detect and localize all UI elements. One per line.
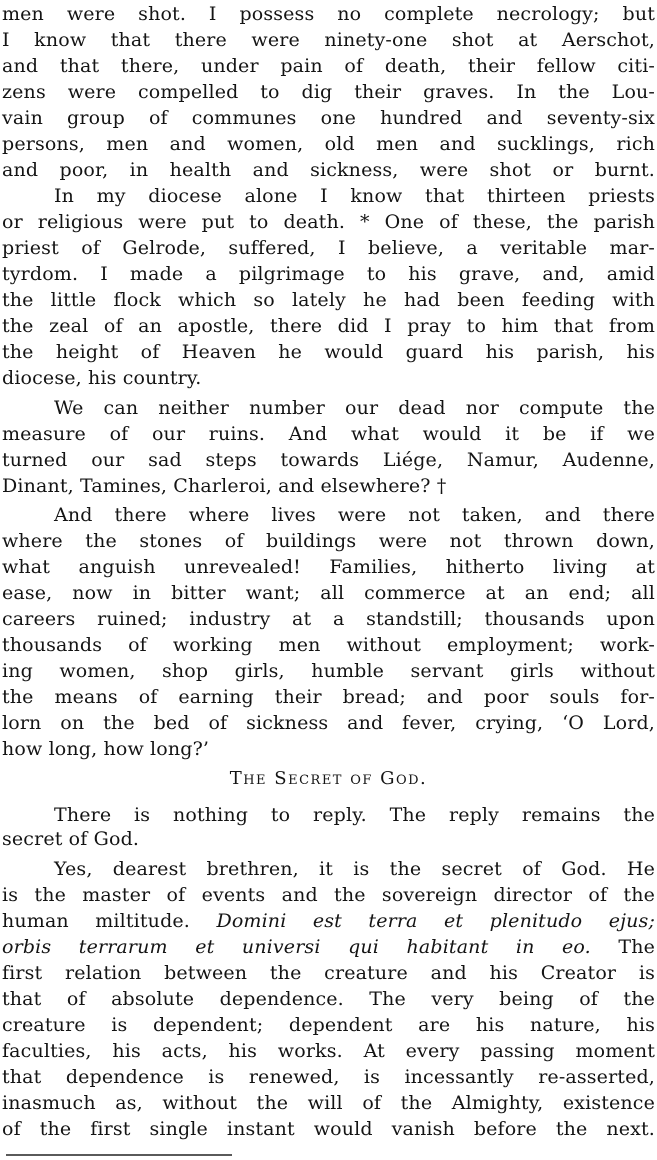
text-line: careers ruined; industry at a standstill; thousands upon	[2, 608, 655, 630]
text-line: diocese, his country.	[2, 367, 202, 389]
text-fragment: human miltitude.	[2, 910, 190, 932]
paragraph-first-line: Yes, dearest brethren, it is the secret of God. He	[54, 858, 655, 880]
text-line: Dinant, Tamines, Charleroi, and elsewhere? †	[2, 475, 447, 497]
text-line: what anguish unrevealed! Families, hitherto living at	[2, 556, 655, 578]
text-line: lorn on the bed of sickness and fever, crying, ‘O Lord,	[2, 712, 655, 734]
text-line: thousands of working men without employment; work-	[2, 634, 655, 656]
text-line: the little flock which so lately he had been feeding with	[2, 289, 655, 311]
text-line: secret of God.	[2, 828, 140, 850]
footnote-rule	[6, 1154, 232, 1156]
text-line: measure of our ruins. And what would it be if we	[2, 423, 655, 445]
text-line: or religious were put to death. * One of these, the parish	[2, 211, 655, 233]
text-line: vain group of communes one hundred and seventy-six	[2, 107, 655, 129]
text-line: ing women, shop girls, humble servant girls without	[2, 660, 655, 682]
text-line: where the stones of buildings were not thrown down,	[2, 530, 655, 552]
text-line: the means of earning their bread; and poor souls for-	[2, 686, 655, 708]
text-line: turned our sad steps towards Liége, Namur, Audenne,	[2, 449, 655, 471]
text-line: first relation between the creature and his Creator is	[2, 962, 655, 984]
document-page	[2, 0, 655, 1160]
text-line	[2, 935, 655, 959]
text-line: men were shot. I possess no complete necrology; but	[2, 3, 655, 25]
paragraph-first-line: In my diocese alone I know that thirteen priests	[54, 185, 655, 207]
text-line: inasmuch as, without the will of the Almighty, existence	[2, 1092, 655, 1114]
text-line: the zeal of an apostle, there did I pray to him that from	[2, 315, 655, 337]
text-line: faculties, his acts, his works. At every passing moment	[2, 1040, 655, 1062]
text-line: of the first single instant would vanish before the next.	[2, 1118, 655, 1140]
text-line: persons, men and women, old men and sucklings, rich	[2, 133, 655, 155]
text-line: that of absolute dependence. The very being of the	[2, 988, 655, 1010]
text-line: ease, now in bitter want; all commerce at an end; all	[2, 582, 655, 604]
text-fragment: The	[618, 936, 655, 958]
paragraph-first-line: There is nothing to reply. The reply remains the	[54, 804, 655, 826]
latin-quotation: orbis terrarum et universi qui habitant in eo.	[2, 936, 591, 958]
text-line: I know that there were ninety-one shot at Aerschot,	[2, 29, 655, 51]
text-line: and that there, under pain of death, their fellow citi-	[2, 55, 655, 77]
text-line: creature is dependent; dependent are his nature, his	[2, 1014, 655, 1036]
latin-quotation: Domini est terra et plenitudo ejus;	[216, 910, 655, 932]
paragraph-first-line: We can neither number our dead nor compute the	[54, 397, 655, 419]
text-line: priest of Gelrode, suffered, I believe, a veritable mar-	[2, 237, 655, 259]
text-line	[2, 909, 655, 933]
text-line: tyrdom. I made a pilgrimage to his grave, and, amid	[2, 263, 655, 285]
text-line: and poor, in health and sickness, were shot or burnt.	[2, 159, 655, 181]
section-heading: The Secret of God.	[229, 768, 428, 789]
text-line: is the master of events and the sovereign director of the	[2, 884, 655, 906]
text-line: the height of Heaven he would guard his parish, his	[2, 341, 655, 363]
paragraph-first-line: And there where lives were not taken, and there	[54, 504, 655, 526]
text-line: zens were compelled to dig their graves. In the Lou-	[2, 81, 655, 103]
text-line: how long, how long?’	[2, 738, 210, 760]
text-line: that dependence is renewed, is incessantly re-asserted,	[2, 1066, 655, 1088]
